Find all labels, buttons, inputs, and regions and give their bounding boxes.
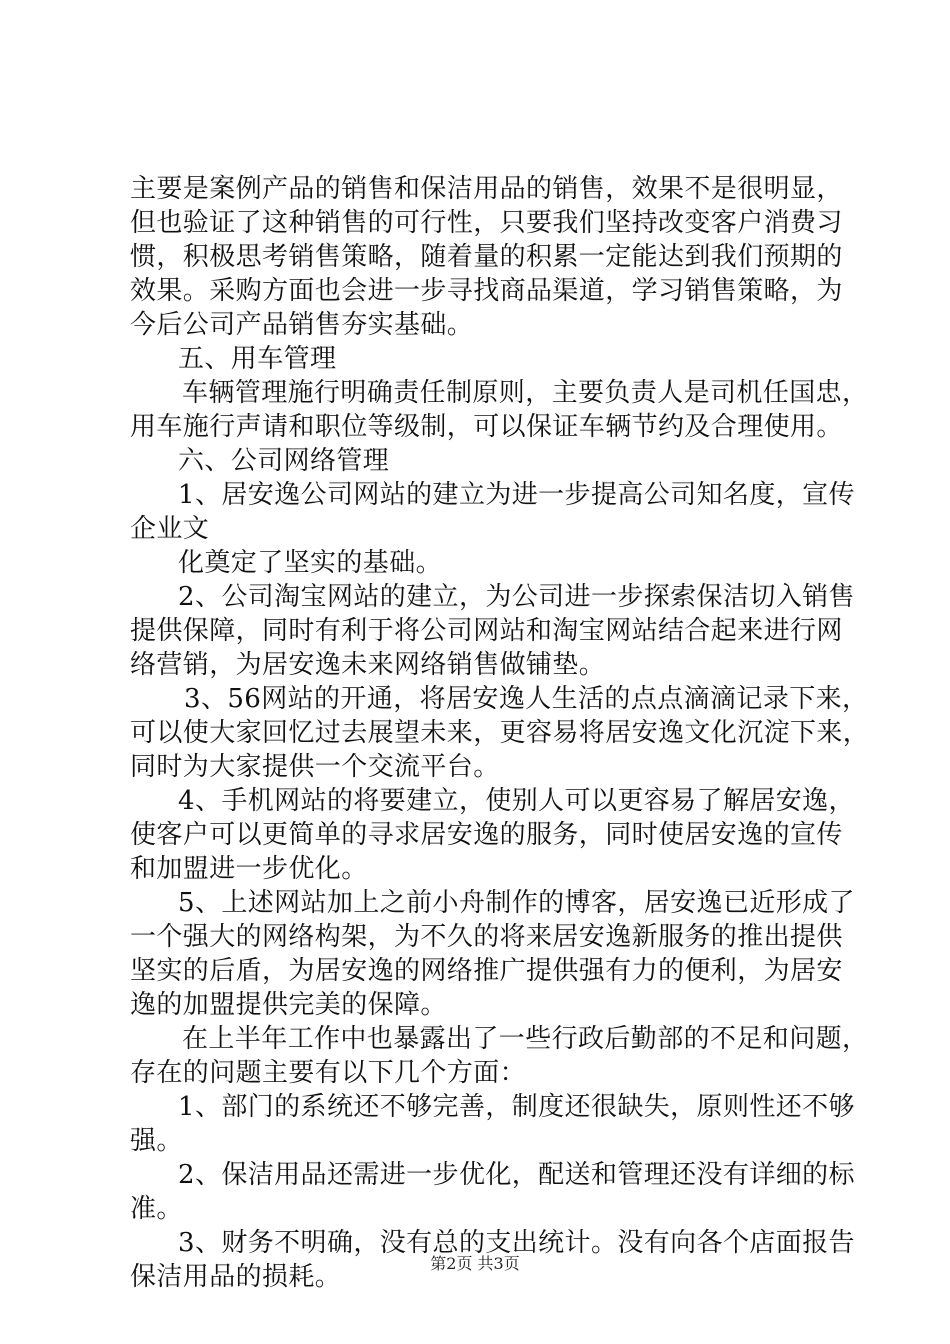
page-footer	[0, 1254, 950, 1274]
text-line: 今后公司产品销售夯实基础。	[130, 310, 474, 340]
section-heading-network: 六、公司网络管理	[178, 446, 390, 476]
text-line: 1、部门的系统还不够完善，制度还很缺失，原则性还不够	[178, 1092, 855, 1122]
text-line: 坚实的后盾，为居安逸的网络推广提供强有力的便利，为居安	[130, 956, 843, 986]
text-line: 5、上述网站加上之前小舟制作的博客，居安逸已近形成了	[178, 888, 855, 918]
text-line: 惯，积极思考销售策略，随着量的积累一定能达到我们预期的	[130, 242, 843, 272]
text-line: 可以使大家回忆过去展望未来，更容易将居安逸文化沉淀下来，	[130, 718, 870, 748]
text-line: 络营销，为居安逸未来网络销售做铺垫。	[130, 650, 606, 680]
text-line: 使客户可以更简单的寻求居安逸的服务，同时使居安逸的宣传	[130, 820, 843, 850]
text-line: 车辆管理施行明确责任制原则，主要负责人是司机任国忠，	[182, 378, 869, 408]
text-line: 4、手机网站的将要建立，使别人可以更容易了解居安逸，	[178, 786, 855, 816]
text-line: 3、56网站的开通，将居安逸人生活的点点滴滴记录下来，	[184, 684, 869, 714]
text-line: 3、财务不明确，没有总的支出统计。没有向各个店面报告	[178, 1228, 855, 1258]
text-line: 2、公司淘宝网站的建立，为公司进一步探索保洁切入销售	[178, 582, 855, 612]
text-line: 同时为大家提供一个交流平台。	[130, 752, 500, 782]
text-line: 强。	[130, 1126, 183, 1156]
text-line: 效果。采购方面也会进一步寻找商品渠道，学习销售策略，为	[130, 276, 843, 306]
text-line: 提供保障，同时有利于将公司网站和淘宝网站结合起来进行网	[130, 616, 843, 646]
text-line: 一个强大的网络构架，为不久的将来居安逸新服务的推出提供	[130, 922, 843, 952]
text-line: 和加盟进一步优化。	[130, 854, 368, 884]
text-line: 存在的问题主要有以下几个方面：	[130, 1058, 527, 1088]
document-body	[130, 172, 870, 1294]
page-number: 第2页 共3页	[430, 1254, 520, 1273]
text-line: 保洁用品的损耗。	[130, 1262, 342, 1292]
section-heading-vehicle: 五、用车管理	[178, 344, 337, 374]
text-line: 化奠定了坚实的基础。	[178, 548, 443, 578]
text-line: 准。	[130, 1194, 183, 1224]
text-line: 企业文	[130, 514, 210, 544]
text-line: 主要是案例产品的销售和保洁用品的销售，效果不是很明显，	[130, 174, 843, 204]
text-line: 在上半年工作中也暴露出了一些行政后勤部的不足和问题，	[182, 1024, 869, 1054]
text-line: 逸的加盟提供完美的保障。	[130, 990, 447, 1020]
text-line: 1、居安逸公司网站的建立为进一步提高公司知名度，宣传	[178, 480, 855, 510]
text-line: 用车施行声请和职位等级制，可以保证车辆节约及合理使用。	[130, 412, 843, 442]
text-line: 但也验证了这种销售的可行性，只要我们坚持改变客户消费习	[130, 208, 843, 238]
text-line: 2、保洁用品还需进一步优化，配送和管理还没有详细的标	[178, 1160, 855, 1190]
